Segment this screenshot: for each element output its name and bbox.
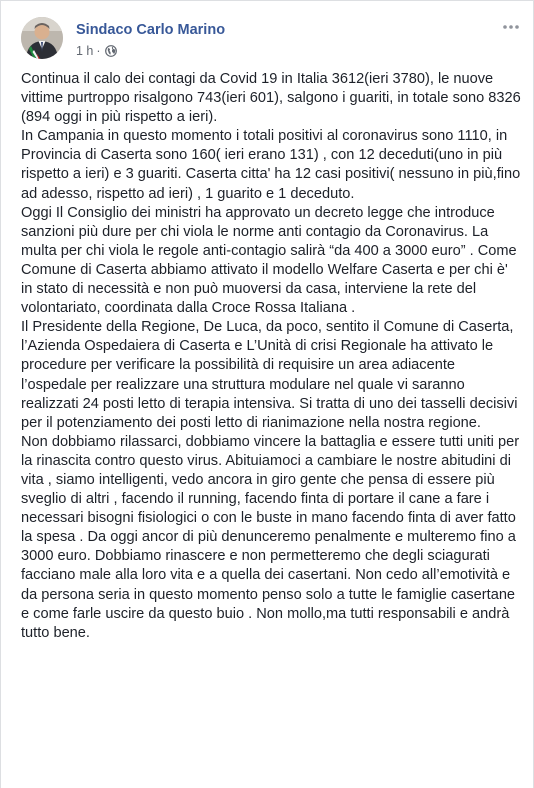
post-paragraph-3: Oggi Il Consiglio dei ministri ha approvato un decreto legge che introduce sanzioni più dure per chi viola le norme anti contagio da Coronavirus. La multa per chi viola le regole anti-contagio salirà “da 400 a 3000 euro” . Come Comune di Caserta abbiamo attivato il modello Welfare Caserta e per chi è' in stato di necessità e non può muoversi da casa, interviene la rete del volontariato, coordinata dalla Croce Rossa Italiana . [21, 204, 521, 317]
post-body [21, 70, 525, 643]
author-photo [21, 17, 63, 59]
post-header [21, 15, 521, 63]
more-options-icon[interactable] [501, 19, 521, 35]
globe-icon[interactable] [105, 45, 117, 57]
meta-separator: · [96, 44, 101, 58]
post-timestamp[interactable]: 1 h [76, 44, 94, 58]
author-avatar[interactable] [21, 17, 63, 59]
post-meta [76, 44, 117, 58]
post-paragraph-5: Non dobbiamo rilassarci, dobbiamo vincere la battaglia e essere tutti uniti per la rinascita contro questo virus. Abituiamoci a cambiare le nostre abitudini di vita , siamo intelligenti, vedo ancora in giro gente che pensa di essere più sveglio di altri , facendo il running, facendo finta di portare il cane a fare i necessari bisogni fisiologici o con le buste in mano facendo finta di aver fatto la spesa . Da oggi ancor di più denunceremo penalmente e multeremo fino a 3000 euro. Dobbiamo rinascere e non permetteremo che degli sciagurati facciano male alla loro vita e a quella dei casertani. Non cedo all’emotività e da persona seria in questo momento penso solo a tutte le famiglie casertane e come farle uscire da questo buio . Non mollo,ma tutti responsabili e andrà tutto bene. [21, 433, 524, 641]
post-paragraph-2: In Campania in questo momento i totali positivi al coronavirus sono 1110, in Provincia di Caserta sono 160( ieri erano 131) , con 12 deceduti(uno in più rispetto a ieri) e 3 guariti. Caserta citta' ha 12 casi positivi( nessuno in più,fino ad adesso, rispetto ad ieri) , 1 guarito e 1 deceduto. [21, 128, 525, 202]
post-paragraph-4: Il Presidente della Regione, De Luca, da poco, sentito il Comune di Caserta, l’Azienda Ospedaiera di Caserta e L’Unità di crisi Regionale ha attivato le procedure per verificare la possibilità di requisire un area adiacente l’ospedale per realizzare una struttura modulare nel quale vi saranno realizzati 24 posti letto di terapia intensiva. Si tratta di uno dei tasselli decisivi per il potenziamento dei posti letto di rianimazione nella nostra regione. [21, 319, 522, 431]
post-paragraph-1: Continua il calo dei contagi da Covid 19 in Italia 3612(ieri 3780), le nuove vittime purtroppo risalgono 743(ieri 601), salgono i guariti, in totale sono 8326 (894 oggi in più rispetto a ieri). [21, 71, 525, 126]
author-name[interactable]: Sindaco Carlo Marino [76, 22, 226, 38]
